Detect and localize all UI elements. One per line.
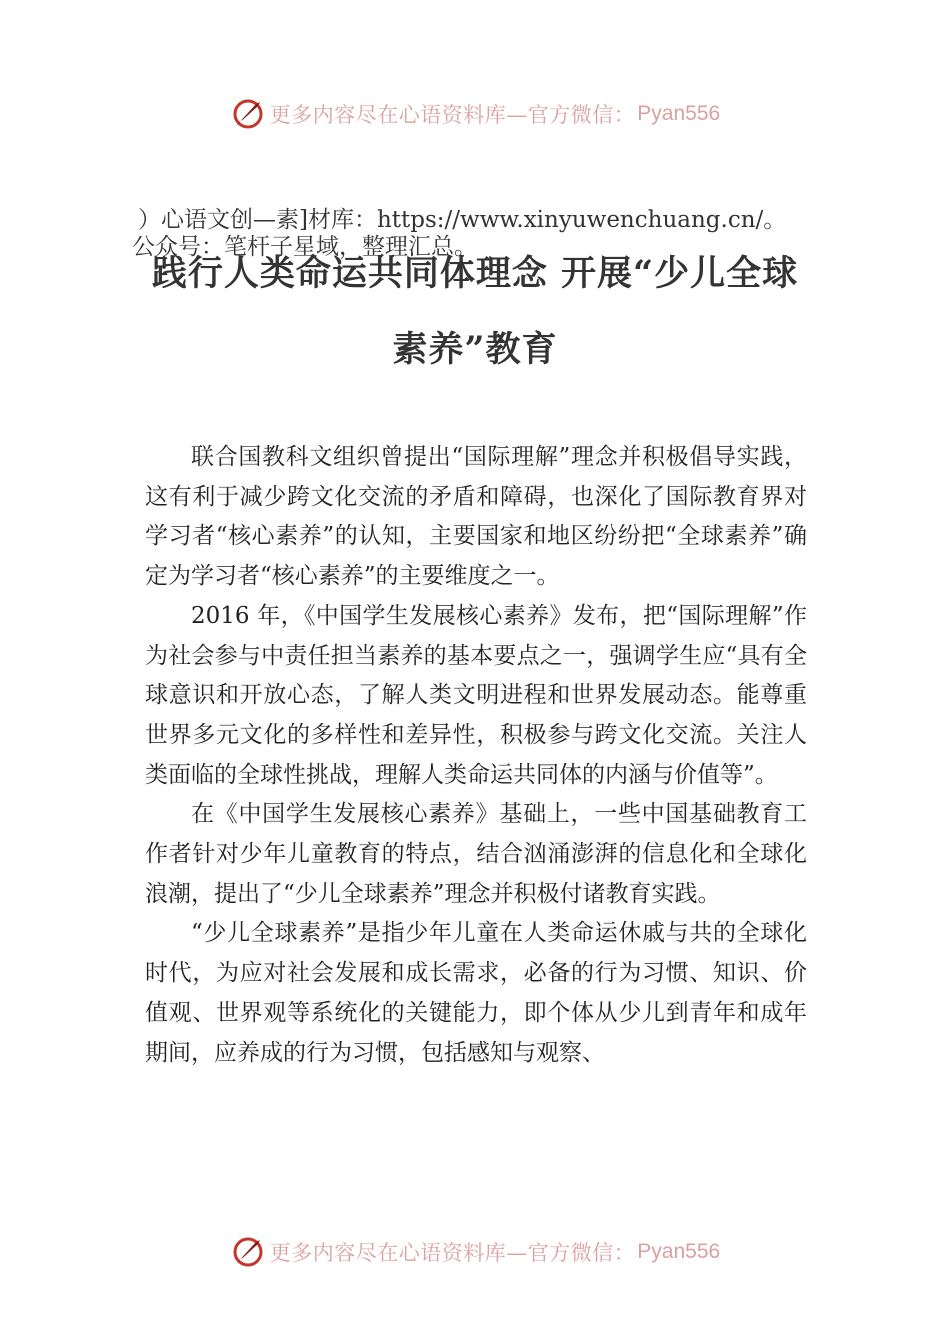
source-account-line: 公众号：笔杆子星域，整理汇总。	[132, 234, 477, 260]
quill-pen-logo-icon	[230, 1234, 266, 1270]
footer-banner-text: 更多内容尽在心语资料库—官方微信：	[269, 1241, 636, 1265]
header-banner	[0, 92, 950, 136]
paragraph-4: “少儿全球素养”是指少年儿童在人类命运休戚与共的全球化时代，为应对社会发展和成长需求，必备的行为习惯、知识、价值观、世界观等系统化的关键能力，即个体从少儿到青年和成年期间，应养成的行为习惯，包括感知与观察、	[145, 920, 807, 1066]
paragraph-2: 2016 年，《中国学生发展核心素养》发布，把“国际理解”作为社会参与中责任担当素养的基本要点之一，强调学生应“具有全球意识和开放心态，了解人类文明进程和世界发展动态。能尊重世界多元文化的多样性和差异性，积极参与跨文化交流。关注人类面临的全球性挑战，理解人类命运共同体的内涵与价值等”。	[145, 602, 807, 788]
footer-banner-wechat-id: Pyan556	[637, 1240, 721, 1263]
paragraph-1: 联合国教科文组织曾提出“国际理解”理念并积极倡导实践，这有利于减少跨文化交流的矛盾和障碍，也深化了国际教育界对学习者“核心素养”的认知，主要国家和地区纷纷把“全球素养”确定为学习者“核心素养”的主要维度之一。	[145, 444, 807, 590]
quill-pen-logo-icon	[230, 96, 266, 132]
page-title-line-1: 践行人类命运共同体理念 开展“少儿全球	[151, 253, 799, 294]
header-banner-text: 更多内容尽在心语资料库—官方微信：	[269, 103, 636, 127]
source-url-line: ）心语文创—素]材库：https://www.xinyuwenchuang.cn/。	[138, 207, 787, 233]
footer-banner	[0, 1230, 950, 1274]
page-title-line-2: 素养”教育	[392, 329, 558, 370]
header-banner-wechat-id: Pyan556	[637, 102, 721, 125]
article-body	[145, 438, 807, 1073]
paragraph-3: 在《中国学生发展核心素养》基础上，一些中国基础教育工作者针对少年儿童教育的特点，结合汹涌澎湃的信息化和全球化浪潮，提出了“少儿全球素养”理念并积极付诸教育实践。	[145, 801, 807, 907]
